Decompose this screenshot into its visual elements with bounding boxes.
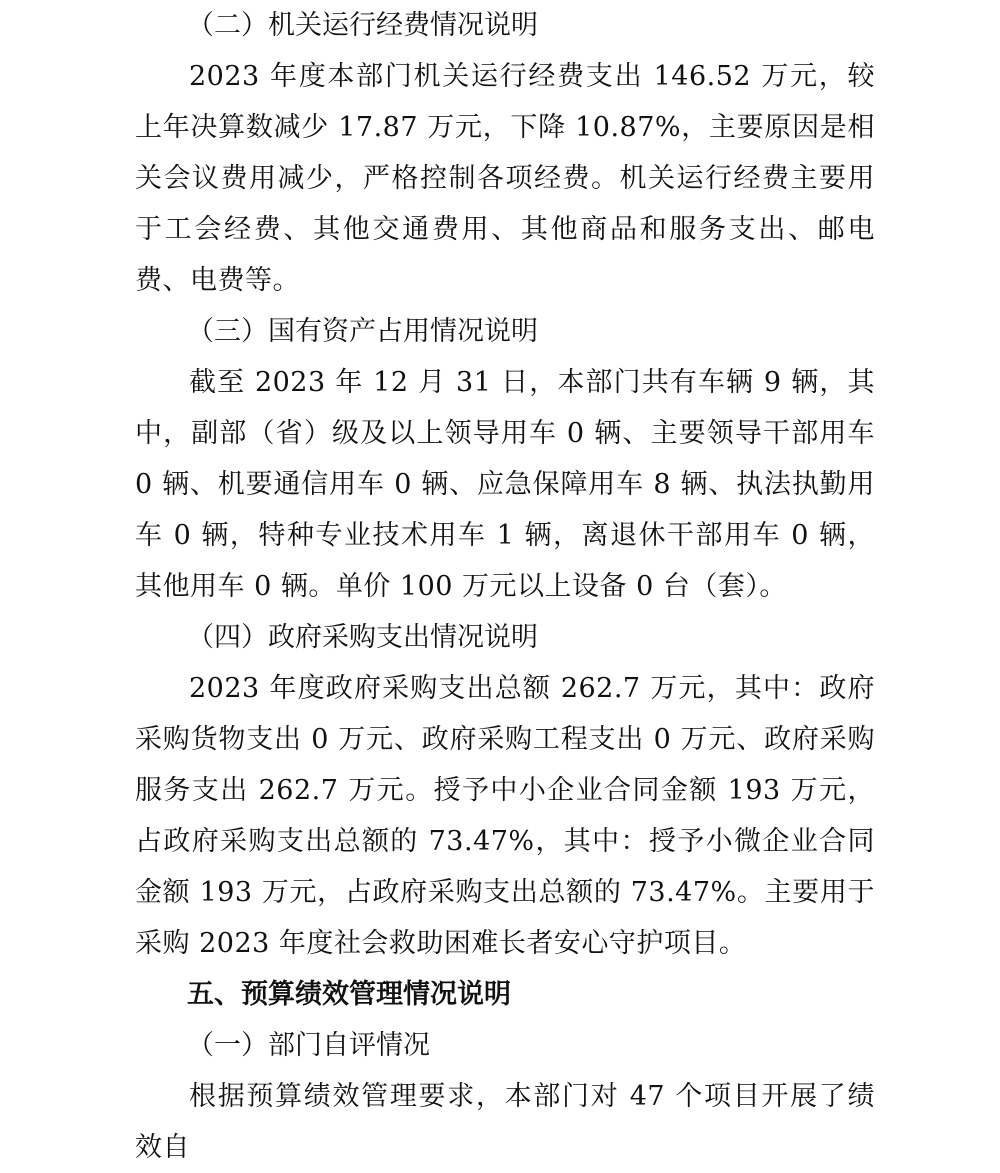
section-heading-state-assets: （三）国有资产占用情况说明 <box>187 316 538 347</box>
section-heading-operating-expenses: （二）机关运行经费情况说明 <box>187 10 538 41</box>
document-body <box>135 0 875 1173</box>
section-heading-performance-management: 五、预算绩效管理情况说明 <box>187 979 511 1010</box>
paragraph-state-assets: 截至 2023 年 12 月 31 日，本部门共有车辆 9 辆，其中，副部（省）级及以上领导用车 0 辆、主要领导干部用车 0 辆、机要通信用车 0 辆、应急保障用车 8 辆、执法执勤用车 0 辆，特种专业技术用车 1 辆，离退休干部用车 0 辆，其他用车 0 辆。单价 100 万元以上设备 0 台（套）。 <box>135 367 875 602</box>
paragraph-government-procurement: 2023 年度政府采购支出总额 262.7 万元，其中：政府采购货物支出 0 万元、政府采购工程支出 0 万元、政府采购服务支出 262.7 万元。授予中小企业合同金额 193 万元，占政府采购支出总额的 73.47%，其中：授予小微企业合同金额 193 万元，占政府采购支出总额的 73.47%。主要用于采购 2023 年度社会救助困难长者安心守护项目。 <box>135 673 875 959</box>
section-heading-government-procurement: （四）政府采购支出情况说明 <box>187 622 538 653</box>
paragraph-self-evaluation: 根据预算绩效管理要求，本部门对 47 个项目开展了绩效自 <box>135 1081 875 1163</box>
section-heading-self-evaluation: （一）部门自评情况 <box>187 1030 430 1061</box>
paragraph-operating-expenses: 2023 年度本部门机关运行经费支出 146.52 万元，较上年决算数减少 17.87 万元，下降 10.87%，主要原因是相关会议费用减少，严格控制各项经费。机关运行经费主要用于工会经费、其他交通费用、其他商品和服务支出、邮电费、电费等。 <box>135 61 875 296</box>
